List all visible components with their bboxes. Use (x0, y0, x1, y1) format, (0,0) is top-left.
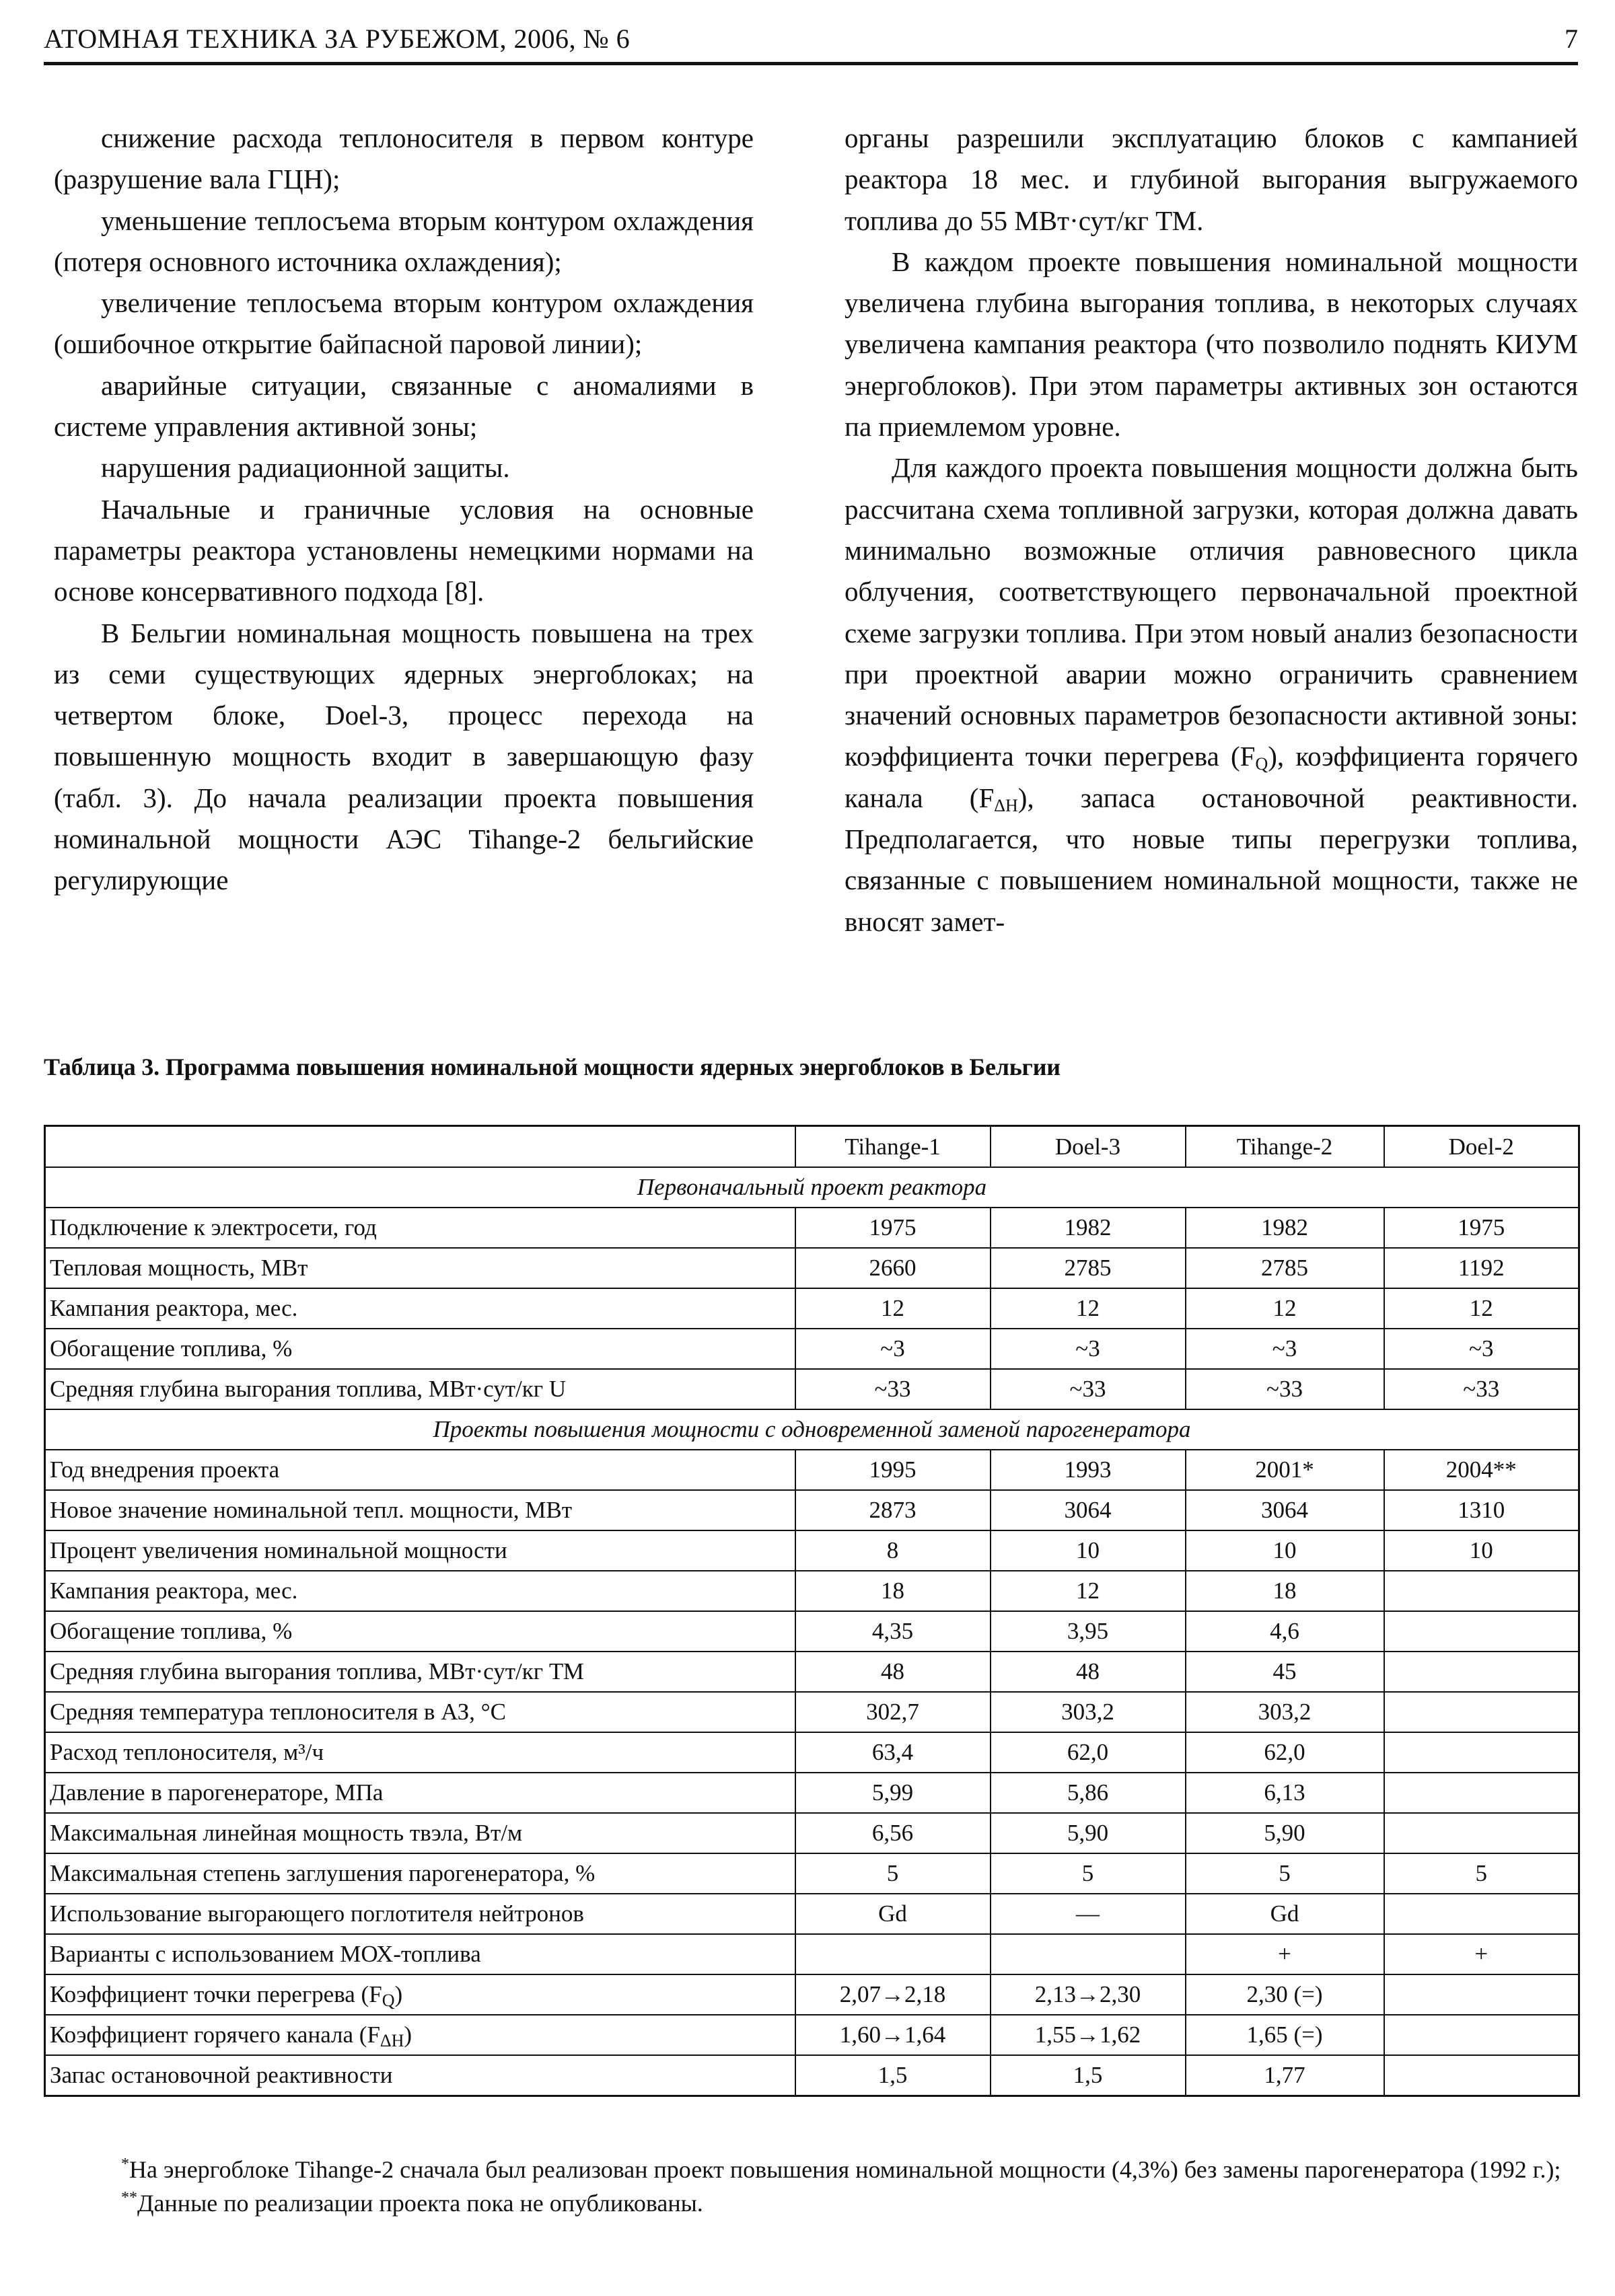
paragraph (845, 447, 1578, 942)
table-cell (1384, 1611, 1579, 1652)
table-caption: Таблица 3. Программа повышения номинальной мощности ядерных энергоблоков в Бельгии (44, 1053, 1061, 1080)
table-cell: 5,86 (991, 1773, 1186, 1813)
text-run: ), запаса остановочной реактивности. Предполагается, что новые типы перегрузки топлива, связанные с повышением номинальной мощности, также не вносят замет- (845, 782, 1578, 937)
section-title: Проекты повышения мощности с одновременной заменой парогенератора (45, 1409, 1579, 1450)
label-text: Средняя глубина выгорания топлива, МВт·сут/кг ТМ (50, 1658, 584, 1684)
table-cell: 2004** (1384, 1450, 1579, 1490)
label-text: Подключение к электросети, год (50, 1214, 377, 1240)
table-cell (795, 1934, 991, 1974)
table-cell: 45 (1186, 1652, 1384, 1692)
table-cell (1384, 1692, 1579, 1732)
page-number: 7 (1565, 24, 1578, 54)
table-cell: 3064 (991, 1490, 1186, 1530)
label-text: Коэффициент точки перегрева (F (50, 1981, 382, 2007)
table-cell: ~33 (795, 1369, 991, 1409)
label-text: Запас остановочной реактивности (50, 2062, 393, 2088)
table-cell: 5 (1186, 1853, 1384, 1894)
table-cell: 10 (1186, 1530, 1384, 1571)
row-label (45, 1611, 795, 1652)
table-cell: 2785 (991, 1248, 1186, 1288)
right-column (845, 118, 1578, 942)
table-row (45, 1208, 1579, 1248)
data-table (44, 1125, 1580, 2097)
table-row (45, 1369, 1579, 1409)
table-cell (1384, 1571, 1579, 1611)
subscript: ΔH (994, 795, 1018, 815)
table-cell (1384, 2015, 1579, 2055)
table-cell: 5 (795, 1853, 991, 1894)
label-text: Процент увеличения номинальной мощности (50, 1537, 507, 1563)
table-cell: 3064 (1186, 1490, 1384, 1530)
row-label (45, 1773, 795, 1813)
table-cell: 10 (1384, 1530, 1579, 1571)
row-label (45, 1288, 795, 1329)
table-cell (1384, 1652, 1579, 1692)
table-cell: + (1186, 1934, 1384, 1974)
paragraph: В каждом проекте повышения номинальной мощности увеличена глубина выгорания топлива, в некоторых случаях увеличена кампания реактора (что позволило поднять КИУМ энергоблоков). При этом параметры активных зон остаются па приемлемом уровне. (845, 246, 1578, 443)
table-row (45, 1329, 1579, 1369)
label-text: ) (404, 2022, 412, 2048)
label-text: Новое значение номинальной тепл. мощности, МВт (50, 1497, 573, 1523)
table-cell: 1975 (795, 1208, 991, 1248)
label-text: Обогащение топлива, % (50, 1335, 293, 1362)
paragraph: В Бельгии номинальная мощность повышена на трех из семи существующих ядерных энергоблоках; на четвертом блоке, Doel-3, процесс перехода на повышенную мощность входит в завершающую фазу (табл. 3). До начала реализации проекта повышения номинальной мощности АЭС Tihange-2 бельгийские регулирующие (54, 617, 754, 896)
footnote-mark: * (121, 2155, 129, 2173)
table-cell: 1,5 (991, 2055, 1186, 2096)
table-cell (1384, 1813, 1579, 1853)
table-cell: 302,7 (795, 1692, 991, 1732)
table-cell: 2660 (795, 1248, 991, 1288)
table-row (45, 1773, 1579, 1813)
table-cell (1384, 1894, 1579, 1934)
table-row (45, 1288, 1579, 1329)
row-label (45, 1813, 795, 1853)
footnote-text: Данные по реализации проекта пока не опубликованы. (137, 2190, 703, 2217)
table-cell: 12 (1384, 1288, 1579, 1329)
paragraph: аварийные ситуации, связанные с аномалиями в системе управления активной зоны; (54, 369, 754, 443)
label-text: Давление в парогенераторе, МПа (50, 1779, 384, 1806)
label-text: Тепловая мощность, МВт (50, 1255, 308, 1281)
table-cell (1384, 1974, 1579, 2015)
table-cell: 63,4 (795, 1732, 991, 1773)
table-cell: 62,0 (1186, 1732, 1384, 1773)
label-text: Средняя температура теплоносителя в АЗ, °С (50, 1699, 506, 1725)
paragraph: нарушения радиационной защиты. (101, 452, 510, 484)
row-label (45, 1571, 795, 1611)
table-cell: 6,13 (1186, 1773, 1384, 1813)
table-cell: ~3 (1384, 1329, 1579, 1369)
label-text: Год внедрения проекта (50, 1456, 280, 1483)
left-column (54, 118, 754, 901)
table-cell: 5,90 (1186, 1813, 1384, 1853)
column-header: Tihange-2 (1186, 1126, 1384, 1168)
table-cell: 5 (991, 1853, 1186, 1894)
table-row (45, 1732, 1579, 1773)
table-cell: 18 (795, 1571, 991, 1611)
label-text: Максимальная степень заглушения парогенератора, % (50, 1860, 596, 1886)
row-label (45, 2015, 795, 2055)
table-row (45, 1248, 1579, 1288)
table-cell: 303,2 (991, 1692, 1186, 1732)
subscript: ΔH (380, 2031, 404, 2050)
table-cell: Gd (795, 1894, 991, 1934)
row-label (45, 1732, 795, 1773)
table-cell: 4,6 (1186, 1611, 1384, 1652)
table-cell: + (1384, 1934, 1579, 1974)
row-label (45, 1248, 795, 1288)
section-row (45, 1167, 1579, 1208)
table-row (45, 2055, 1579, 2096)
row-label (45, 1490, 795, 1530)
column-header: Doel-2 (1384, 1126, 1579, 1168)
table-cell: 1993 (991, 1450, 1186, 1490)
table-row (45, 1894, 1579, 1934)
table-cell: 1192 (1384, 1248, 1579, 1288)
paragraph: уменьшение теплосъема вторым контуром охлаждения (потеря основного источника охлаждения); (54, 205, 754, 277)
table-row (45, 1813, 1579, 1853)
footnotes (44, 2153, 1578, 2220)
row-label (45, 1329, 795, 1369)
table-cell: 2785 (1186, 1248, 1384, 1288)
label-text: Варианты с использованием МОХ-топлива (50, 1941, 481, 1967)
row-label (45, 1894, 795, 1934)
table-cell: 12 (991, 1571, 1186, 1611)
table-cell: 5,99 (795, 1773, 991, 1813)
table-cell: 8 (795, 1530, 991, 1571)
table-cell: 12 (795, 1288, 991, 1329)
table-row (45, 1974, 1579, 2015)
table-cell (1384, 1732, 1579, 1773)
table-cell: 1975 (1384, 1208, 1579, 1248)
table-cell: ~3 (795, 1329, 991, 1369)
table-row (45, 1652, 1579, 1692)
table-cell: 2873 (795, 1490, 991, 1530)
table-cell: 1,65 (=) (1186, 2015, 1384, 2055)
table-cell: 1310 (1384, 1490, 1579, 1530)
row-label (45, 1934, 795, 1974)
paragraph: увеличение теплосъема вторым контуром охлаждения (ошибочное открытие байпасной паровой линии); (54, 287, 754, 360)
table-cell: ~33 (1186, 1369, 1384, 1409)
footnote-1 (44, 2153, 1578, 2186)
label-text: Расход теплоносителя, м³/ч (50, 1739, 324, 1765)
row-label (45, 1853, 795, 1894)
journal-title: АТОМНАЯ ТЕХНИКА ЗА РУБЕЖОМ, 2006, № 6 (44, 24, 631, 54)
table-cell: — (991, 1894, 1186, 1934)
label-text: ) (394, 1981, 403, 2007)
table-row (45, 2015, 1579, 2055)
footnote-2 (44, 2186, 1578, 2220)
table-cell: 12 (991, 1288, 1186, 1329)
row-label (45, 1530, 795, 1571)
table-row (45, 1853, 1579, 1894)
label-text: Кампания реактора, мес. (50, 1578, 298, 1604)
table-cell: 18 (1186, 1571, 1384, 1611)
label-text: Кампания реактора, мес. (50, 1295, 298, 1321)
section-title: Первоначальный проект реактора (45, 1167, 1579, 1208)
table-cell: 2001* (1186, 1450, 1384, 1490)
table-header-row (45, 1126, 1579, 1168)
footnote-mark: ** (121, 2189, 137, 2207)
row-label (45, 1450, 795, 1490)
table-cell: 48 (795, 1652, 991, 1692)
running-header (44, 13, 1578, 65)
table-cell: ~3 (991, 1329, 1186, 1369)
table-cell: 3,95 (991, 1611, 1186, 1652)
table-cell: 1,5 (795, 2055, 991, 2096)
table-cell: Gd (1186, 1894, 1384, 1934)
table-row (45, 1571, 1579, 1611)
table-cell: 62,0 (991, 1732, 1186, 1773)
column-header (45, 1126, 795, 1168)
table-cell: ~33 (1384, 1369, 1579, 1409)
label-text: Обогащение топлива, % (50, 1618, 293, 1644)
text-run: Для каждого проекта повышения мощности должна быть рассчитана схема топливной загрузки, которая должна давать минимально возможные отличия равновесного цикла облучения, соответствующего первоначальной проектной схеме загрузки топлива. При этом новый анализ безопасности при проектной аварии можно ограничить сравнением значений основных параметров безопасности активной зоны: коэффициента точки перегрева (F (845, 452, 1578, 772)
paragraph: снижение расхода теплоносителя в первом контуре (разрушение вала ГЦН); (54, 122, 754, 195)
table-cell: 2,07→2,18 (795, 1974, 991, 2015)
table-row (45, 1934, 1579, 1974)
row-label (45, 1208, 795, 1248)
subscript: Q (1255, 754, 1268, 774)
table-cell: 303,2 (1186, 1692, 1384, 1732)
table-row (45, 1450, 1579, 1490)
label-text: Коэффициент горячего канала (F (50, 2022, 380, 2048)
table-cell (1384, 2055, 1579, 2096)
table-cell: ~3 (1186, 1329, 1384, 1369)
subscript: Q (382, 1991, 395, 2010)
table-row (45, 1490, 1579, 1530)
table-cell: 2,13→2,30 (991, 1974, 1186, 2015)
label-text: Средняя глубина выгорания топлива, МВт·сут/кг U (50, 1376, 567, 1402)
table-cell: 12 (1186, 1288, 1384, 1329)
table-cell: 48 (991, 1652, 1186, 1692)
table-row (45, 1611, 1579, 1652)
row-label (45, 1974, 795, 2015)
section-row (45, 1409, 1579, 1450)
table-row (45, 1692, 1579, 1732)
paragraph: Начальные и граничные условия на основные параметры реактора установлены немецкими нормами на основе консервативного подхода [8]. (54, 493, 754, 607)
row-label (45, 1369, 795, 1409)
text-run: ), коэффициента горячего канала (F (845, 741, 1578, 813)
column-header: Doel-3 (991, 1126, 1186, 1168)
table-cell: 6,56 (795, 1813, 991, 1853)
row-label (45, 1692, 795, 1732)
table-cell: 1982 (991, 1208, 1186, 1248)
row-label (45, 2055, 795, 2096)
row-label (45, 1652, 795, 1692)
paragraph: органы разрешили эксплуатацию блоков с кампанией реактора 18 мес. и глубиной выгорания выгружаемого топлива до 55 МВт·сут/кг ТМ. (845, 122, 1578, 236)
table-cell: 5 (1384, 1853, 1579, 1894)
label-text: Максимальная линейная мощность твэла, Вт/м (50, 1820, 523, 1846)
table-cell: 1982 (1186, 1208, 1384, 1248)
column-header: Tihange-1 (795, 1126, 991, 1168)
table-cell: 4,35 (795, 1611, 991, 1652)
table-cell: 1,55→1,62 (991, 2015, 1186, 2055)
table-cell (1384, 1773, 1579, 1813)
table-cell: 10 (991, 1530, 1186, 1571)
table-row (45, 1530, 1579, 1571)
table-cell (991, 1934, 1186, 1974)
label-text: Использование выгорающего поглотителя нейтронов (50, 1900, 584, 1927)
table-cell: 1,77 (1186, 2055, 1384, 2096)
table-cell: 1995 (795, 1450, 991, 1490)
footnote-text: На энергоблоке Tihange-2 сначала был реализован проект повышения номинальной мощности (4,3%) без замены парогенератора (1992 г.); (129, 2156, 1561, 2183)
table-cell: ~33 (991, 1369, 1186, 1409)
table-cell: 2,30 (=) (1186, 1974, 1384, 2015)
table-cell: 1,60→1,64 (795, 2015, 991, 2055)
table-cell: 5,90 (991, 1813, 1186, 1853)
